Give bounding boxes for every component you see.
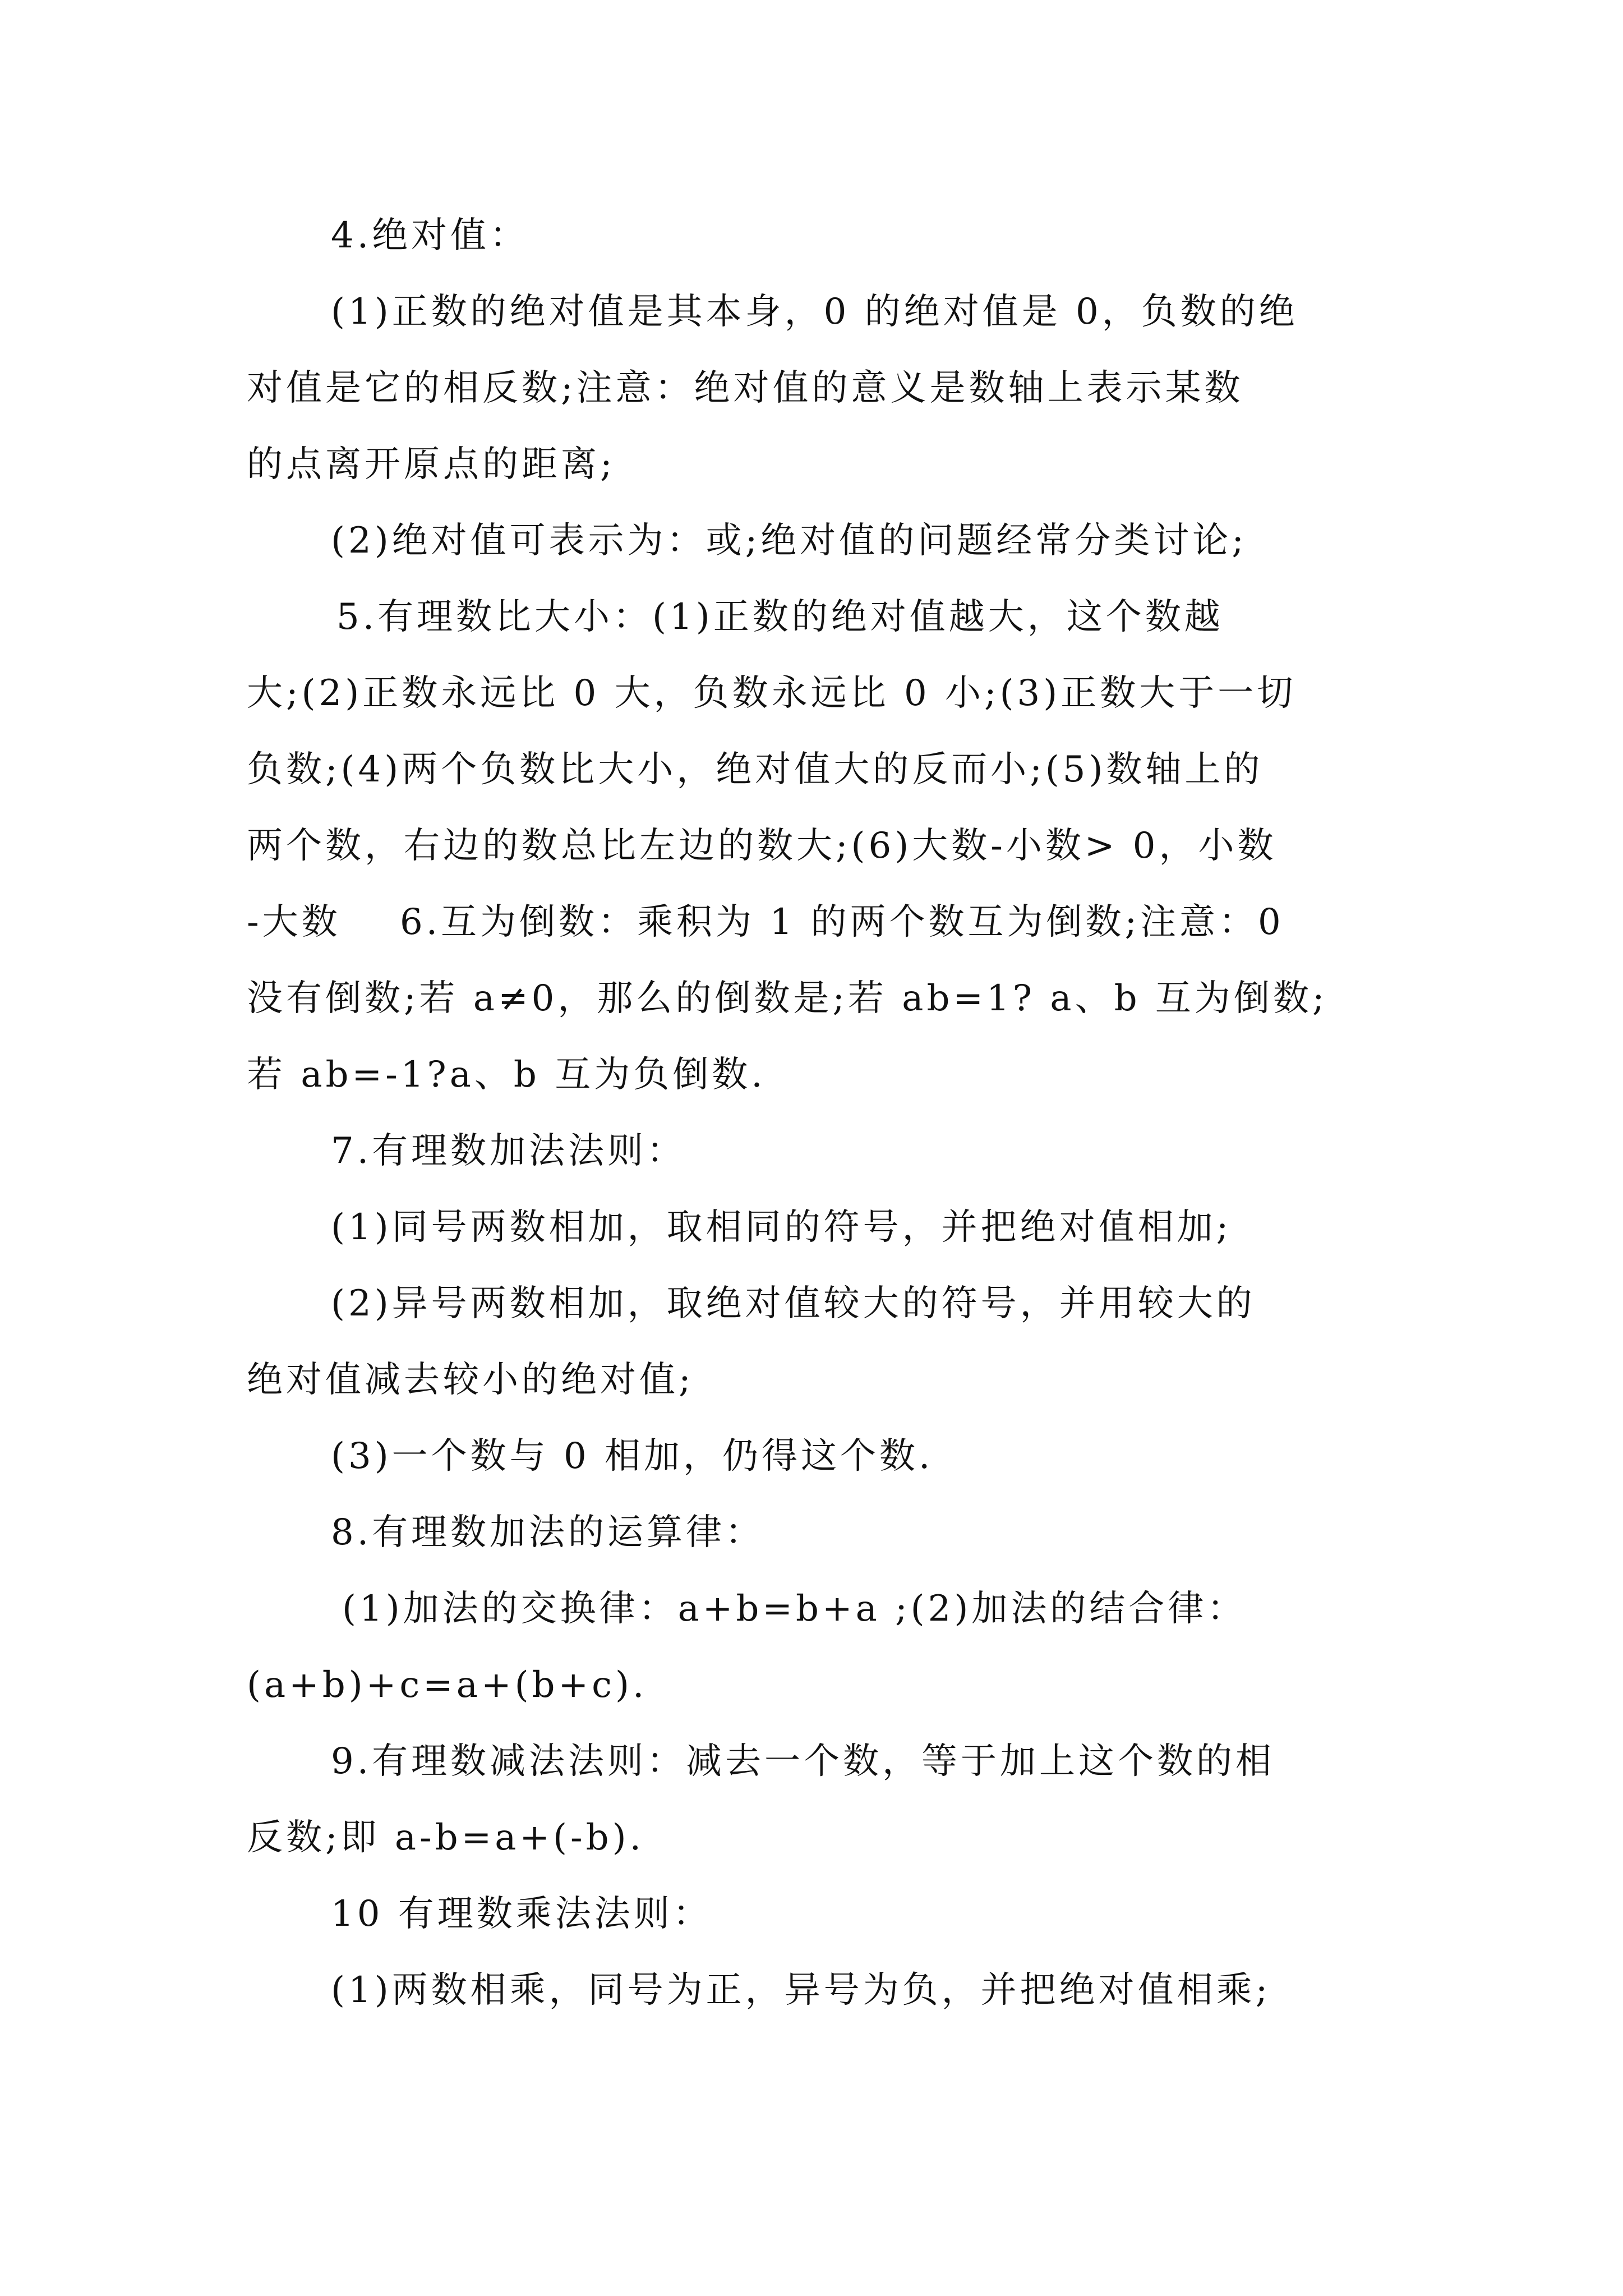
heading-addition-laws: 8.有理数加法的运算律： bbox=[331, 1512, 765, 1553]
heading-subtraction-rule: 9.有理数减法法则：减去一个数，等于加上这个数的相 bbox=[331, 1741, 1275, 1782]
heading-absolute-value: 4.绝对值： bbox=[331, 215, 529, 256]
paragraph-line: (2)异号两数相加，取绝对值较大的符号，并用较大的 bbox=[331, 1283, 1256, 1324]
paragraph-line: 若 ab=-1?a、b 互为负倒数. bbox=[247, 1054, 766, 1096]
paragraph-line: 反数;即 a-b=a+(-b). bbox=[247, 1817, 644, 1858]
paragraph-line: (1)同号两数相加，取相同的符号，并把绝对值相加; bbox=[331, 1207, 1232, 1248]
paragraph-line: 没有倒数;若 a≠0，那么的倒数是;若 ab=1? a、b 互为倒数; bbox=[247, 978, 1328, 1019]
paragraph-line: 绝对值减去较小的绝对值; bbox=[247, 1359, 694, 1401]
heading-multiplication-rule: 10 有理数乘法法则： bbox=[331, 1893, 712, 1935]
paragraph-line: 的点离开原点的距离; bbox=[247, 444, 616, 485]
paragraph-line: (1)加法的交换律：a+b=b+a ;(2)加法的结合律： bbox=[342, 1588, 1247, 1630]
paragraph-line: (3)一个数与 0 相加，仍得这个数. bbox=[331, 1435, 934, 1477]
paragraph-line: 大;(2)正数永远比 0 大，负数永远比 0 小;(3)正数大于一切 bbox=[247, 673, 1297, 714]
paragraph-line: (1)正数的绝对值是其本身，0 的绝对值是 0，负数的绝 bbox=[331, 291, 1298, 333]
paragraph-line: 对值是它的相反数;注意：绝对值的意义是数轴上表示某数 bbox=[247, 367, 1244, 409]
paragraph-line: 负数;(4)两个负数比大小，绝对值大的反而小;(5)数轴上的 bbox=[247, 749, 1264, 790]
paragraph-line: -大数 6.互为倒数：乘积为 1 的两个数互为倒数;注意：0 bbox=[247, 901, 1284, 943]
heading-addition-rule: 7.有理数加法法则： bbox=[331, 1130, 686, 1172]
paragraph-line: (2)绝对值可表示为：或;绝对值的问题经常分类讨论; bbox=[331, 520, 1247, 562]
paragraph-line: 两个数，右边的数总比左边的数大;(6)大数-小数> 0，小数 bbox=[247, 825, 1277, 867]
heading-compare-rationals: 5.有理数比大小：(1)正数的绝对值越大，这个数越 bbox=[336, 596, 1224, 638]
paragraph-line: (1)两数相乘，同号为正，异号为负，并把绝对值相乘; bbox=[331, 1970, 1271, 2011]
paragraph-line: (a+b)+c=a+(b+c). bbox=[247, 1664, 648, 1706]
